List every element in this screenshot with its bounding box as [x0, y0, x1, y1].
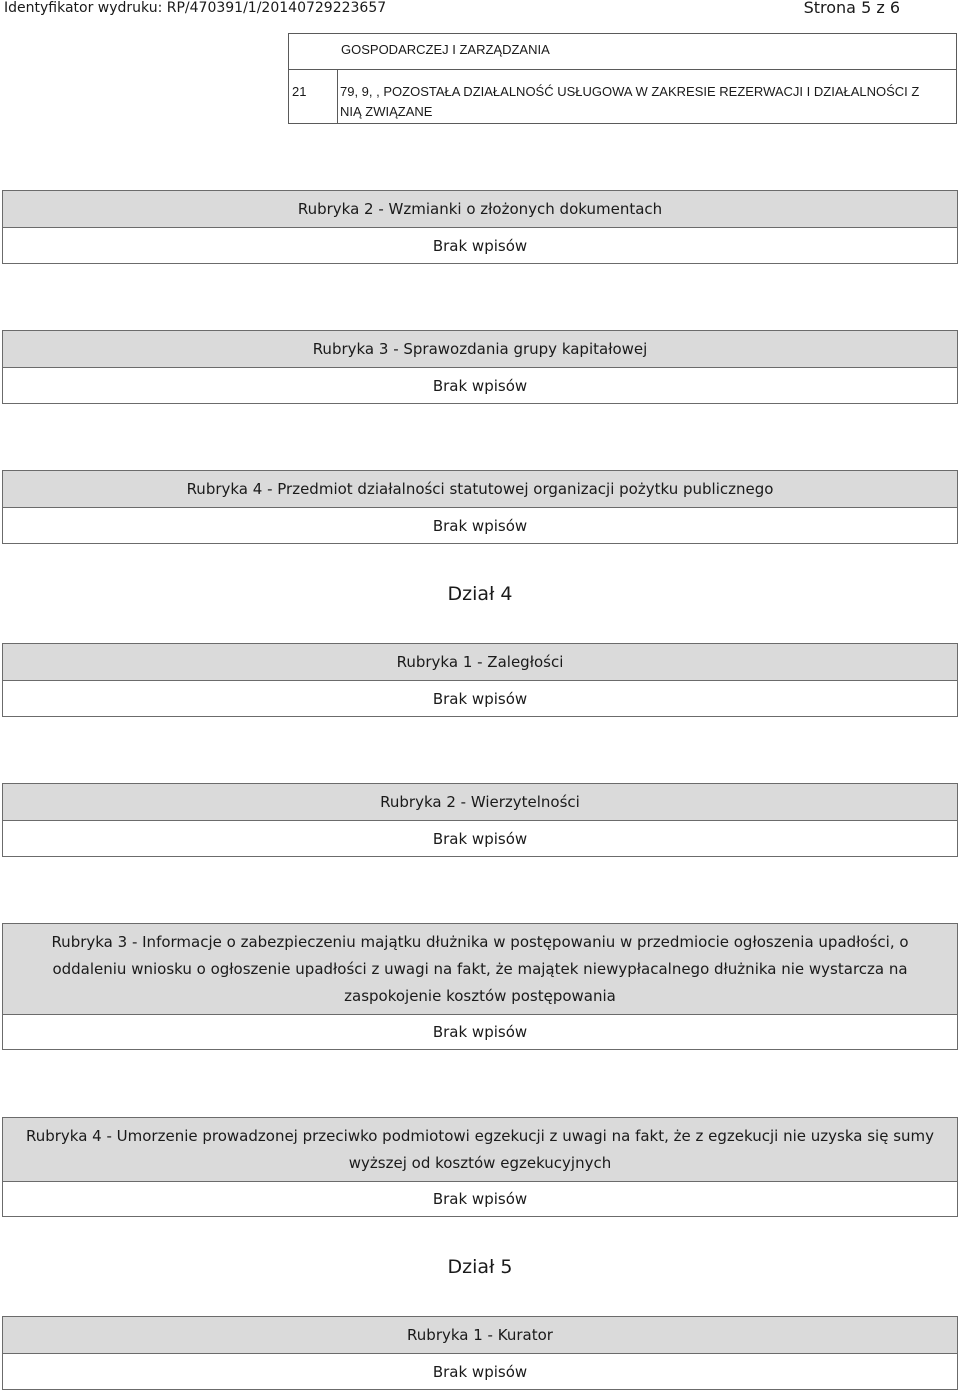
section-title: Rubryka 4 - Przedmiot działalności statutowej organizacji pożytku publicznego: [3, 471, 957, 508]
dzial-5-heading: Dział 5: [447, 1256, 513, 1278]
section-rubryka-2-wzmianki: [2, 190, 958, 264]
section-title: Rubryka 3 - Informacje o zabezpieczeniu majątku dłużnika w postępowaniu w przedmiocie ogłoszenia upadłości, o oddaleniu wniosku o ogłoszenie upadłości z uwagi na fakt, że majątek niewypłacalnego dłużnika nie wystarcza na zaspokojenie kosztów postępowania: [3, 924, 957, 1015]
pkd-table-top-row: [288, 33, 957, 69]
section-rubryka-4-przedmiot-dzialalnosci: [2, 470, 958, 544]
pkd-continued-text: GOSPODARCZEJ I ZARZĄDZANIA: [341, 42, 550, 57]
section-title: Rubryka 3 - Sprawozdania grupy kapitałowej: [3, 331, 957, 368]
section-empty-text: Brak wpisów: [3, 1354, 957, 1389]
section-empty-text: Brak wpisów: [3, 1182, 957, 1216]
section-title: Rubryka 4 - Umorzenie prowadzonej przeciwko podmiotowi egzekucji z uwagi na fakt, że z egzekucji nie uzyska się sumy wyższej od kosztów egzekucyjnych: [3, 1118, 957, 1182]
pkd-table-row: [288, 69, 957, 124]
section-empty-text: Brak wpisów: [3, 368, 957, 403]
section-title: Rubryka 1 - Kurator: [3, 1317, 957, 1354]
section-rubryka-1-zaleglosci: [2, 643, 958, 717]
pkd-row-text: 79, 9, , POZOSTAŁA DZIAŁALNOŚĆ USŁUGOWA W ZAKRESIE REZERWACJI I DZIAŁALNOŚCI Z NIĄ ZWIĄZANE: [340, 84, 920, 119]
section-rubryka-3-sprawozdania: [2, 330, 958, 404]
section-rubryka-2-wierzytelnosci: [2, 783, 958, 857]
section-title: Rubryka 2 - Wzmianki o złożonych dokumentach: [3, 191, 957, 228]
section-title: Rubryka 1 - Zaległości: [3, 644, 957, 681]
section-empty-text: Brak wpisów: [3, 1015, 957, 1049]
print-identifier: Identyfikator wydruku: RP/470391/1/20140729223657: [4, 0, 387, 16]
section-rubryka-3-zabezpieczenie-majatku: [2, 923, 958, 1050]
section-empty-text: Brak wpisów: [3, 228, 957, 263]
section-empty-text: Brak wpisów: [3, 821, 957, 856]
page-number: Strona 5 z 6: [803, 0, 900, 17]
section-title: Rubryka 2 - Wierzytelności: [3, 784, 957, 821]
section-empty-text: Brak wpisów: [3, 508, 957, 543]
section-rubryka-1-kurator: [2, 1316, 958, 1390]
section-empty-text: Brak wpisów: [3, 681, 957, 716]
dzial-4-heading: Dział 4: [447, 583, 513, 605]
pkd-row-number: 21: [289, 70, 338, 123]
section-rubryka-4-umorzenie-egzekucji: [2, 1117, 958, 1217]
